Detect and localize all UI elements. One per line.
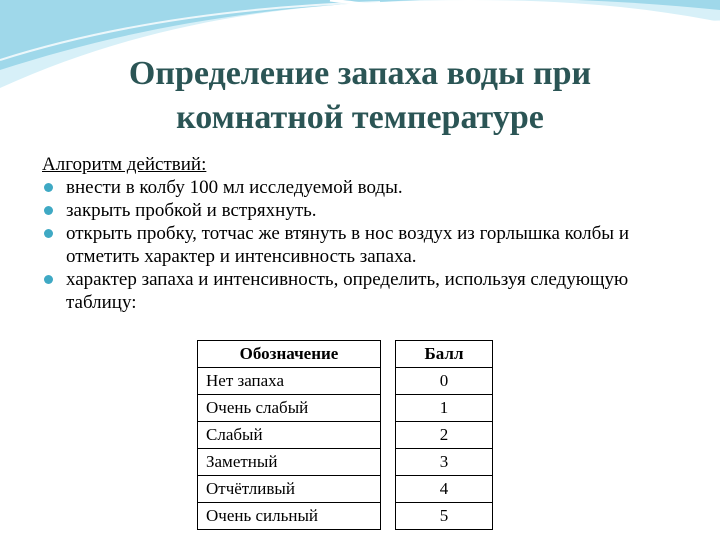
table-row (198, 422, 493, 449)
step-text: внести в колбу 100 мл исследуемой воды. (66, 177, 403, 198)
header-score: Балл (396, 341, 493, 368)
step-text: закрыть пробкой и встряхнуть. (66, 200, 317, 221)
odor-name: Отчётливый (198, 476, 381, 503)
header-designation: Обозначение (198, 341, 381, 368)
odor-name: Очень слабый (198, 395, 381, 422)
odor-score: 3 (396, 449, 493, 476)
table-header-row (198, 341, 493, 368)
slide-title (60, 52, 660, 140)
step-text: характер запаха и интенсивность, определить, используя следующую таблицу: (66, 269, 629, 313)
list-item (42, 268, 682, 314)
bullet-icon (44, 275, 53, 284)
bullet-icon (44, 183, 53, 192)
bullet-icon (44, 229, 53, 238)
list-item (42, 222, 682, 268)
slide-body (42, 153, 682, 314)
table-row (198, 476, 493, 503)
odor-name: Очень сильный (198, 503, 381, 530)
slide-title-line-2: комнатной температуре (176, 99, 544, 136)
bullet-icon (44, 206, 53, 215)
odor-score: 5 (396, 503, 493, 530)
algorithm-heading: Алгоритм действий: (42, 154, 207, 175)
table-row (198, 449, 493, 476)
column-gap (381, 476, 396, 503)
odor-name: Нет запаха (198, 368, 381, 395)
steps-list (42, 176, 682, 314)
list-item (42, 176, 682, 199)
odor-name: Слабый (198, 422, 381, 449)
odor-name: Заметный (198, 449, 381, 476)
column-gap (381, 395, 396, 422)
column-gap (381, 503, 396, 530)
odor-score: 0 (396, 368, 493, 395)
column-gap (381, 422, 396, 449)
odor-score: 4 (396, 476, 493, 503)
column-gap (381, 341, 396, 368)
slide-title-line-1: Определение запаха воды при (128, 55, 592, 92)
odor-scale-table (197, 340, 493, 530)
column-gap (381, 368, 396, 395)
list-item (42, 199, 682, 222)
column-gap (381, 449, 396, 476)
step-text: открыть пробку, тотчас же втянуть в нос воздух из горлышка колбы и отметить характер и интенсивность запаха. (66, 223, 629, 267)
table-row (198, 395, 493, 422)
odor-score: 2 (396, 422, 493, 449)
table-row (198, 368, 493, 395)
table-row (198, 503, 493, 530)
odor-score: 1 (396, 395, 493, 422)
